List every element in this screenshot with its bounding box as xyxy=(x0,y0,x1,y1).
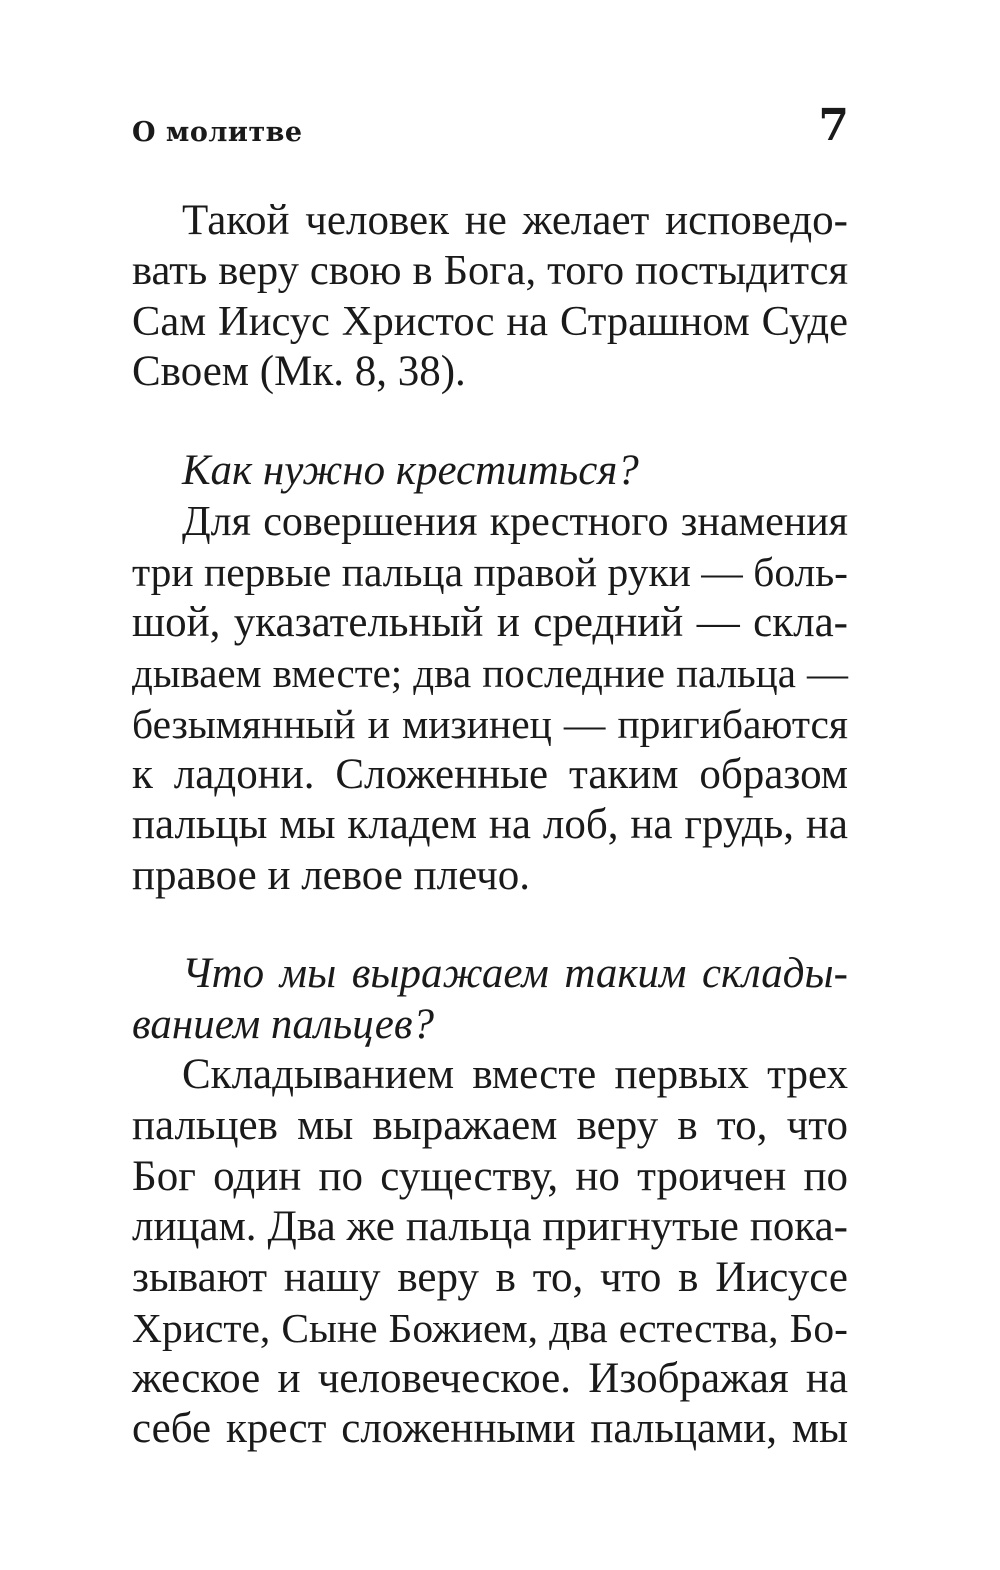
text-line: зывают нашу веру в то, что в Иисусе xyxy=(132,1254,848,1301)
text-line: дываем вместе; два последние пальца — xyxy=(132,650,848,696)
text-line: лицам. Два же пальца пригнутые пока- xyxy=(132,1203,848,1250)
text-line: Бог один по существу, но троичен по xyxy=(132,1153,848,1200)
text-line: Христе, Сыне Божием, два естества, Бо- xyxy=(132,1305,848,1351)
page-number: 7 xyxy=(818,100,849,151)
text-line: Складыванием вместе первых трех xyxy=(182,1051,848,1098)
text-line: правое и левое плечо. xyxy=(132,852,531,899)
text-line: Сам Иисус Христос на Страшном Суде xyxy=(132,298,848,345)
running-head: О молитве xyxy=(132,117,303,148)
text-line: пальцев мы выражаем веру в то, что xyxy=(132,1102,848,1149)
question-heading: ванием пальцев? xyxy=(132,1001,435,1048)
question-heading: Что мы выражаем таким склады- xyxy=(182,950,848,997)
question-heading: Как нужно креститься? xyxy=(182,447,639,494)
text-line: Такой человек не желает исповедо- xyxy=(182,197,848,244)
text-line: Своем (Мк. 8, 38). xyxy=(132,348,466,395)
text-line: три первые пальца правой руки — боль- xyxy=(132,549,848,595)
text-line: пальцы мы кладем на лоб, на грудь, на xyxy=(132,801,848,848)
text-line: к ладони. Сложенные таким образом xyxy=(132,751,848,798)
text-line: себе крест сложенными пальцами, мы xyxy=(132,1405,848,1452)
text-line: жеское и человеческое. Изображая на xyxy=(132,1355,848,1402)
text-line: шой, указательный и средний — скла- xyxy=(132,599,848,646)
text-line: безымянный и мизинец — пригибаются xyxy=(132,701,848,747)
text-line: Для совершения крестного знамения xyxy=(182,499,848,545)
text-line: вать веру свою в Бога, того постыдится xyxy=(132,247,848,294)
